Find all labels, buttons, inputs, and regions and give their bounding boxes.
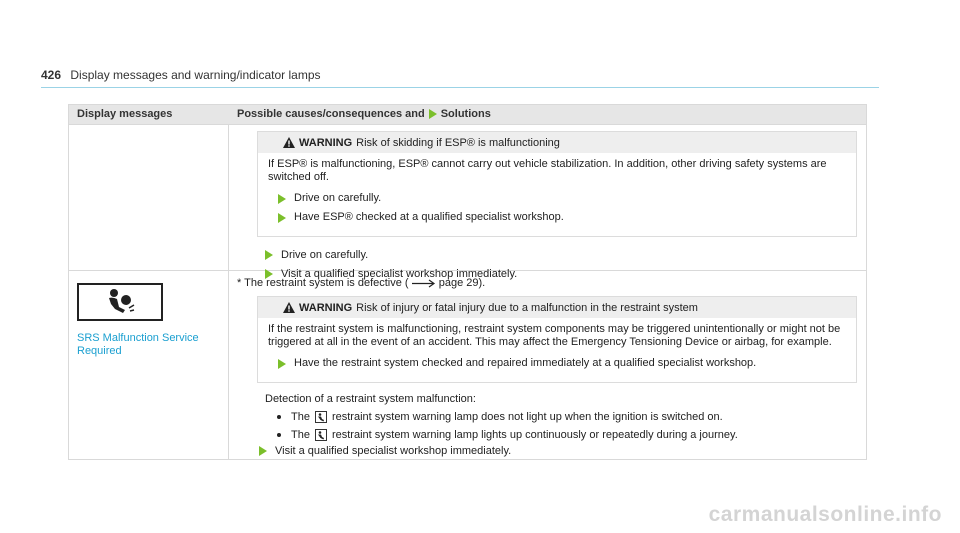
col-header-causes <box>229 105 866 124</box>
solution-step <box>259 445 858 457</box>
warning-body <box>258 318 856 382</box>
green-arrow-icon <box>278 194 286 204</box>
header-divider <box>41 87 879 88</box>
col-header-display-messages: Display messages <box>77 108 173 120</box>
esp-warning-box <box>257 131 857 237</box>
green-arrow-icon <box>278 359 286 369</box>
defect-note <box>237 277 858 289</box>
warning-text: If the restraint system is malfunctioning, restraint system components may be triggered unintentionally or might not be triggered at all in the event of an accident. This may affect the Emergency Tensioning Device or airbag, for example. <box>268 323 841 348</box>
col-header-causes-text: Possible causes/consequences and <box>237 108 425 120</box>
bullet-text-pre: The <box>291 411 310 423</box>
warning-label: WARNING <box>299 136 353 149</box>
restraint-warning-box <box>257 296 857 383</box>
warning-triangle-icon <box>283 302 295 313</box>
step-text: Drive on carefully. <box>281 249 369 261</box>
table-row <box>69 270 866 459</box>
green-arrow-icon <box>429 109 437 119</box>
warning-step <box>268 357 846 370</box>
warning-title: Risk of injury or fatal injury due to a malfunction in the restraint system <box>356 301 698 314</box>
warning-header <box>258 297 856 318</box>
warning-label: WARNING <box>299 301 353 314</box>
warning-triangle-icon <box>283 137 295 148</box>
bullet-text-post: restraint system warning lamp lights up continuously or repeatedly during a journey. <box>331 429 738 441</box>
step-text: Visit a qualified specialist workshop immediately. <box>281 268 518 280</box>
restraint-lamp-icon <box>315 429 327 441</box>
step-text: Have ESP® checked at a qualified specialist workshop. <box>294 211 564 223</box>
table-row <box>69 124 866 280</box>
row2-solutions-cell <box>229 271 866 459</box>
watermark: carmanualsonline.info <box>708 503 942 526</box>
srs-airbag-icon <box>105 288 135 316</box>
bullet-dot <box>277 415 281 419</box>
page-reference[interactable]: page 29). <box>438 277 486 289</box>
green-arrow-icon <box>278 213 286 223</box>
warning-header <box>258 132 856 153</box>
table-header <box>69 105 866 124</box>
green-arrow-icon <box>259 446 267 456</box>
page-header <box>41 68 321 82</box>
long-arrow-icon <box>412 279 436 288</box>
page-number: 426 <box>41 68 62 82</box>
page-title: Display messages and warning/indicator lamps <box>70 68 321 82</box>
detection-bullet <box>277 429 858 441</box>
restraint-lamp-icon <box>315 411 327 423</box>
col-header-solutions-text: Solutions <box>440 108 491 120</box>
green-arrow-icon <box>265 250 273 260</box>
srs-icon-box <box>77 283 163 321</box>
warning-text: If ESP® is malfunctioning, ESP® cannot carry out vehicle stabilization. In addition, other driving safety systems are switched off. <box>268 158 827 183</box>
row2-message-cell <box>69 271 229 459</box>
row1-solutions-cell <box>229 125 866 280</box>
bullet-text-post: restraint system warning lamp does not light up when the ignition is switched on. <box>331 411 723 423</box>
detection-title: Detection of a restraint system malfunction: <box>265 393 476 405</box>
solution-step <box>265 249 858 261</box>
row1-message-cell <box>69 125 229 270</box>
step-text: Drive on carefully. <box>294 192 382 204</box>
step-text: Have the restraint system checked and repaired immediately at a qualified specialist workshop. <box>294 357 757 369</box>
warning-step <box>268 192 846 205</box>
bullet-text-pre: The <box>291 429 310 441</box>
warning-title: Risk of skidding if ESP® is malfunctioning <box>356 136 560 149</box>
warning-step <box>268 211 846 224</box>
note-text: * The restraint system is defective ( <box>237 277 409 289</box>
detection-bullet <box>277 411 858 423</box>
warning-body <box>258 153 856 236</box>
step-text: Visit a qualified specialist workshop immediately. <box>275 445 512 457</box>
srs-message-label: SRS Malfunction Service Required <box>77 332 199 357</box>
messages-table <box>68 104 867 460</box>
bullet-dot <box>277 433 281 437</box>
